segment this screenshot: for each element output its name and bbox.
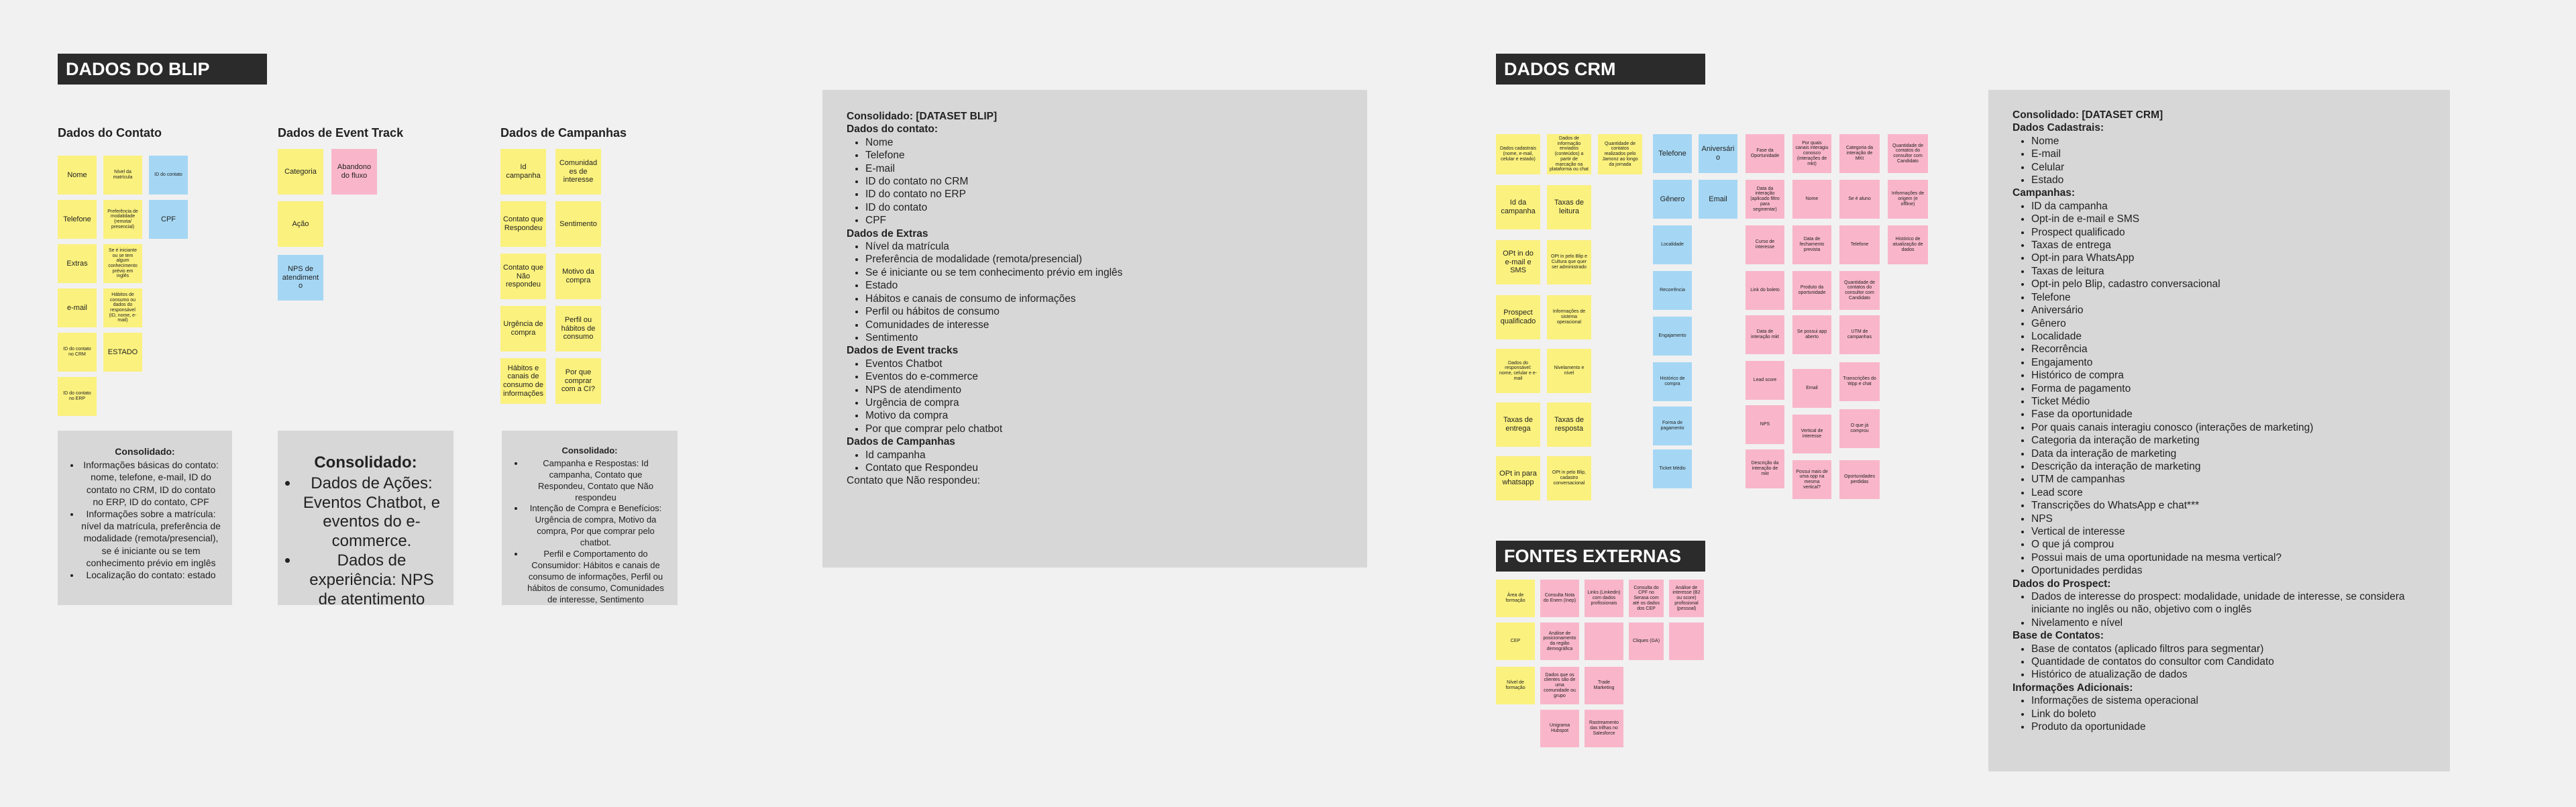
consolidado-item: • Dados de experiência: NPS de atentimento bbox=[299, 551, 444, 609]
crm-title: DADOS CRM bbox=[1496, 54, 1705, 85]
sticky-note[interactable]: ID do contato bbox=[149, 156, 188, 195]
dataset-item: • ID da campanha bbox=[2031, 200, 2426, 213]
sticky-note[interactable]: CEP bbox=[1496, 623, 1535, 660]
sticky-note[interactable]: Consulta Nota do Enem (Inep) bbox=[1540, 580, 1579, 617]
sticky-note[interactable]: Se é aluno bbox=[1839, 180, 1880, 219]
sticky-note[interactable]: Taxas de entrega bbox=[1496, 402, 1540, 447]
sticky-note[interactable]: Extras bbox=[58, 244, 97, 283]
dataset-item: • Opt-in pelo Blip, cadastro conversacional bbox=[2031, 278, 2426, 290]
dataset-item: • Base de contatos (aplicado filtros para segmentar) bbox=[2031, 643, 2426, 655]
dataset-item: • Opt-in de e-mail e SMS bbox=[2031, 213, 2426, 225]
sticky-note[interactable]: Descrição da interação de mkt bbox=[1746, 449, 1784, 488]
dataset-item: • Se é iniciante ou se tem conhecimento prévio em inglês bbox=[865, 266, 1343, 279]
dataset-item: • E-mail bbox=[865, 162, 1343, 175]
sticky-note[interactable]: Data de interação mkt bbox=[1746, 315, 1784, 354]
sticky-note[interactable]: Por que comprar com a CI? bbox=[555, 358, 601, 404]
dataset-item: • Celular bbox=[2031, 161, 2426, 174]
sticky-note[interactable]: CPF bbox=[149, 200, 188, 239]
sticky-note[interactable]: Informações de origem (e offline) bbox=[1888, 180, 1928, 219]
consolidado-contato-panel bbox=[58, 431, 232, 605]
sticky-note[interactable]: OPt in pelo Blip e Cultura que quer ser administrado bbox=[1547, 240, 1591, 284]
dataset-item: • Produto da oportunidade bbox=[2031, 720, 2426, 733]
sticky-note[interactable]: NPS bbox=[1746, 405, 1784, 444]
dataset-section-list bbox=[847, 136, 1343, 227]
sticky-note[interactable]: NPS de atendimento bbox=[278, 255, 323, 301]
sticky-note[interactable]: Id campanha bbox=[500, 149, 546, 195]
sticky-note[interactable]: Links (Linkedin) com dados profissionais bbox=[1585, 580, 1623, 617]
dataset-item: • Contato que Respondeu bbox=[865, 462, 1343, 474]
dataset-item: • Nome bbox=[2031, 135, 2426, 148]
dataset-item: • Prospect qualificado bbox=[2031, 226, 2426, 239]
dataset-item: • Estado bbox=[2031, 174, 2426, 186]
dataset-section-list bbox=[847, 358, 1343, 435]
dataset-item: • UTM de campanhas bbox=[2031, 473, 2426, 486]
sticky-note[interactable]: Nível de formação bbox=[1496, 667, 1535, 704]
sticky-note[interactable]: O que já comprou bbox=[1839, 409, 1880, 448]
dataset-item: • Telefone bbox=[2031, 291, 2426, 304]
sticky-note[interactable]: OPt in do e-mail e SMS bbox=[1496, 240, 1540, 284]
sticky-note[interactable]: Lead score bbox=[1746, 361, 1784, 400]
sticky-note[interactable]: Prospect qualificado bbox=[1496, 295, 1540, 339]
sticky-note[interactable]: Taxas de leitura bbox=[1547, 185, 1591, 229]
sticky-note[interactable]: Email bbox=[1792, 369, 1831, 408]
consolidado-title: Consolidado: bbox=[115, 446, 175, 457]
sticky-note[interactable] bbox=[1669, 623, 1704, 660]
dataset-item: • Taxas de leitura bbox=[2031, 265, 2426, 278]
consolidado-item: • Dados de Ações: Eventos Chatbot, e eventos do e-commerce. bbox=[299, 474, 444, 551]
dataset-section-title: Dados de Extras bbox=[847, 227, 928, 239]
dataset-item: • Urgência de compra bbox=[865, 396, 1343, 409]
dataset-item: • ID do contato no ERP bbox=[865, 188, 1343, 201]
dataset-item: • Sentimento bbox=[865, 331, 1343, 344]
sticky-note[interactable]: Rastreamento das trilhas no Salesforce bbox=[1585, 710, 1623, 747]
sticky-note[interactable]: Email bbox=[1699, 180, 1737, 219]
event-header: Dados de Event Track bbox=[278, 126, 404, 140]
dataset-section-list bbox=[2012, 694, 2426, 733]
dataset-item: • Lead score bbox=[2031, 486, 2426, 499]
dataset-item: • Data da interação de marketing bbox=[2031, 447, 2426, 460]
dataset-item: • Taxas de entrega bbox=[2031, 239, 2426, 252]
sticky-note[interactable]: Id da campanha bbox=[1496, 185, 1540, 229]
sticky-note[interactable]: Comunidades de interesse bbox=[555, 149, 601, 195]
sticky-note[interactable]: Sentimento bbox=[555, 201, 601, 247]
dataset-item: • Link do boleto bbox=[2031, 708, 2426, 720]
dataset-item: • Possui mais de uma oportunidade na mesma vertical? bbox=[2031, 551, 2426, 564]
dataset-item: • Categoria da interação de marketing bbox=[2031, 434, 2426, 447]
sticky-note[interactable]: Oportunidades perdidas bbox=[1839, 460, 1880, 499]
blip-title: DADOS DO BLIP bbox=[58, 54, 267, 85]
dataset-item: • Eventos Chatbot bbox=[865, 358, 1343, 370]
dataset-section-title: Campanhas: bbox=[2012, 187, 2076, 199]
dataset-item: • E-mail bbox=[2031, 148, 2426, 160]
sticky-note[interactable]: Quantidade de contatos do consultor com Candidato bbox=[1839, 271, 1880, 310]
dataset-section-list bbox=[2012, 200, 2426, 578]
sticky-note[interactable]: Telefone bbox=[1653, 134, 1692, 173]
dataset-item: • Localidade bbox=[2031, 330, 2426, 343]
sticky-note[interactable]: ID do contato no CRM bbox=[58, 333, 97, 372]
dataset-item: • Opt-in para WhatsApp bbox=[2031, 252, 2426, 264]
dataset-item: • O que já comprou bbox=[2031, 538, 2426, 551]
dataset-item: • Telefone bbox=[865, 149, 1343, 162]
dataset-section-title: Base de Contatos: bbox=[2012, 630, 2104, 642]
sticky-note[interactable]: Ticket Médio bbox=[1653, 449, 1692, 488]
sticky-note[interactable]: Motivo da compra bbox=[555, 254, 601, 299]
dataset-blip-panel bbox=[822, 90, 1367, 568]
sticky-note[interactable]: UTM de campanhas bbox=[1839, 315, 1880, 354]
dataset-item: • ID do contato bbox=[865, 201, 1343, 214]
dataset-section-list bbox=[2012, 590, 2426, 629]
dataset-title: Consolidado: [DATASET CRM] bbox=[2012, 109, 2163, 121]
sticky-note[interactable]: Perfil ou hábitos de consumo bbox=[555, 306, 601, 352]
dataset-item: • ID do contato no CRM bbox=[865, 175, 1343, 188]
dataset-item: • Estado bbox=[865, 279, 1343, 292]
sticky-note[interactable]: Recorrência bbox=[1653, 271, 1692, 310]
sticky-note[interactable]: Gênero bbox=[1653, 180, 1692, 219]
consolidado-campanhas-panel bbox=[502, 431, 678, 605]
sticky-note[interactable]: Dados cadastrais (nome, e-mail, celular e estado) bbox=[1496, 134, 1540, 174]
sticky-note[interactable]: ESTADO bbox=[103, 333, 142, 372]
dataset-item: • NPS bbox=[2031, 513, 2426, 525]
dataset-section-title: Dados do Prospect: bbox=[2012, 578, 2111, 590]
fontes-title: FONTES EXTERNAS bbox=[1496, 541, 1705, 572]
sticky-note[interactable]: OPt in para whatsapp bbox=[1496, 456, 1540, 500]
dataset-footer: Contato que Não respondeu: bbox=[847, 475, 981, 487]
sticky-note[interactable]: Vertical de interesse bbox=[1792, 415, 1831, 453]
sticky-note[interactable]: Nome bbox=[1792, 180, 1831, 219]
dataset-item: • Id campanha bbox=[865, 449, 1343, 462]
dataset-item: • Motivo da compra bbox=[865, 409, 1343, 422]
dataset-item: • Histórico de compra bbox=[2031, 369, 2426, 382]
dataset-item: • Engajamento bbox=[2031, 356, 2426, 369]
consolidado-item: • Campanha e Respostas: Id campanha, Contato que Respondeu, Contato que Não respondeu bbox=[525, 458, 667, 504]
dataset-item: • Fase da oportunidade bbox=[2031, 408, 2426, 421]
dataset-item: • Comunidades de interesse bbox=[865, 319, 1343, 331]
dataset-item: • CPF bbox=[865, 214, 1343, 227]
consolidado-item: • Informações sobre a matrícula: nível da matrícula, preferência de modalidade (remota/presencial), se é iniciante ou se tem conhecimento prévio em inglês bbox=[80, 508, 221, 569]
sticky-note[interactable]: Quantidade de contatos realizados pelo Jamonz ao longo da jornada bbox=[1598, 134, 1642, 174]
sticky-note[interactable]: Transcrições do Wpp e chat bbox=[1839, 362, 1880, 401]
dataset-item: • Dados de interesse do prospect: modalidade, unidade de interesse, se considera iniciante no inglês ou não, objetivo com o inglês bbox=[2031, 590, 2426, 616]
dataset-item: • Forma de pagamento bbox=[2031, 382, 2426, 395]
consolidado-title: Consolidado: bbox=[561, 445, 618, 455]
sticky-note[interactable]: Cliques (GA) bbox=[1629, 623, 1664, 660]
dataset-item: • Perfil ou hábitos de consumo bbox=[865, 305, 1343, 318]
dataset-crm-panel bbox=[1988, 90, 2450, 771]
dataset-item: • Oportunidades perdidas bbox=[2031, 564, 2426, 577]
dataset-item: • Gênero bbox=[2031, 317, 2426, 330]
sticky-note[interactable]: Consulta do CPF no Serasa com até os dados dos CEP bbox=[1629, 580, 1664, 617]
sticky-note[interactable]: Categoria da interação de MKt bbox=[1839, 134, 1880, 173]
sticky-note[interactable]: Link do boleto bbox=[1746, 271, 1784, 310]
dataset-item: • NPS de atendimento bbox=[865, 384, 1343, 396]
consolidado-item: • Informações básicas do contato: nome, telefone, e-mail, ID do contato no CRM, ID do contato no ERP, ID do contato, CPF bbox=[80, 459, 221, 508]
dataset-item: • Recorrência bbox=[2031, 343, 2426, 356]
dataset-item: • Por quais canais interagiu conosco (interações de marketing) bbox=[2031, 421, 2426, 434]
sticky-note[interactable]: Se possui app aberto bbox=[1792, 315, 1831, 354]
dataset-item: • Hábitos e canais de consumo de informações bbox=[865, 292, 1343, 305]
dataset-item: • Descrição da interação de marketing bbox=[2031, 460, 2426, 473]
sticky-note[interactable]: Quantidade de contatos do consultor com Candidato bbox=[1888, 134, 1928, 173]
dataset-section-title: Dados Cadastrais: bbox=[2012, 122, 2104, 134]
sticky-note[interactable]: Dados do responsável: nome, celular e e-mail bbox=[1496, 349, 1540, 393]
sticky-note[interactable]: Curso de interesse bbox=[1746, 225, 1784, 264]
sticky-note[interactable]: Análise de posicionamento da região demográfica bbox=[1540, 623, 1579, 660]
dataset-item: • Preferência de modalidade (remota/presencial) bbox=[865, 253, 1343, 266]
sticky-note[interactable] bbox=[1585, 623, 1623, 660]
sticky-note[interactable]: Ação bbox=[278, 201, 323, 247]
sticky-note[interactable]: OPt in pelo Blip, cadastro conversacional bbox=[1547, 456, 1591, 500]
consolidado-event-panel bbox=[278, 431, 453, 608]
sticky-note[interactable]: Contato que Não respondeu bbox=[500, 254, 546, 299]
dataset-item: • Histórico de atualização de dados bbox=[2031, 668, 2426, 681]
dataset-title: Consolidado: [DATASET BLIP] bbox=[847, 111, 998, 122]
sticky-note[interactable]: Nivelamento e nível bbox=[1547, 349, 1591, 393]
sticky-note[interactable]: Aniversário bbox=[1699, 134, 1737, 173]
consolidado-item: • Localização do contato: estado bbox=[80, 569, 221, 581]
sticky-note[interactable]: Trade Marketing bbox=[1585, 667, 1623, 704]
sticky-note[interactable]: Possui mais de uma opp na mesma vertical? bbox=[1792, 460, 1831, 499]
dataset-item: • Por que comprar pelo chatbot bbox=[865, 423, 1343, 435]
sticky-note[interactable]: Forma de pagamento bbox=[1653, 407, 1692, 445]
sticky-note[interactable]: Nível da matrícula bbox=[103, 156, 142, 195]
sticky-note[interactable]: Informações de sistema operacional bbox=[1547, 295, 1591, 339]
sticky-note[interactable]: Fase da Oportunidade bbox=[1746, 134, 1784, 173]
dataset-item: • Quantidade de contatos do consultor com Candidato bbox=[2031, 655, 2426, 668]
sticky-note[interactable]: Dados de informação enviados (conteúdos) a partir de marcação na plataforma ou chat bbox=[1547, 134, 1591, 174]
sticky-note[interactable]: Data da interação (aplicado filtro para segmentar) bbox=[1746, 180, 1784, 219]
sticky-note[interactable]: Hábitos e canais de consumo de informações bbox=[500, 358, 546, 404]
consolidado-item: • Intenção de Compra e Benefícios: Urgência de compra, Motivo da compra, Por que comprar pelo chatbot. bbox=[525, 503, 667, 549]
sticky-note[interactable]: e-mail bbox=[58, 288, 97, 327]
dataset-section-list bbox=[2012, 135, 2426, 187]
sticky-note[interactable]: Telefone bbox=[1839, 225, 1880, 264]
sticky-note[interactable]: Hábitos de consumo ou dados do responsável (ID, nome, e-mail) bbox=[103, 288, 142, 327]
sticky-note[interactable]: Urgência de compra bbox=[500, 306, 546, 352]
sticky-note[interactable]: Dados que os clientes são de uma comunidade ou grupo bbox=[1540, 667, 1579, 704]
dataset-item: • Ticket Médio bbox=[2031, 395, 2426, 408]
sticky-note[interactable]: Categoria bbox=[278, 149, 323, 195]
campanhas-header: Dados de Campanhas bbox=[500, 126, 627, 140]
consolidado-title: Consolidado: bbox=[314, 453, 417, 472]
dataset-item: • Informações de sistema operacional bbox=[2031, 694, 2426, 707]
sticky-note[interactable]: Telefone bbox=[58, 200, 97, 239]
sticky-note[interactable]: Análise de interesse (B2 ou score) profissional (pessoal) bbox=[1669, 580, 1704, 617]
dataset-item: • Eventos do e-commerce bbox=[865, 370, 1343, 383]
sticky-note[interactable]: Produto da oportunidade bbox=[1792, 271, 1831, 310]
sticky-note[interactable]: Área de formação bbox=[1496, 580, 1535, 617]
dataset-section-title: Informações Adicionais: bbox=[2012, 682, 2133, 694]
sticky-note[interactable]: ID do contato no ERP bbox=[58, 377, 97, 416]
consolidado-item: • Perfil e Comportamento do Consumidor: Hábitos e canais de consumo de informações, Perfil ou hábitos de consumo, Comunidades de interesse, Sentimento bbox=[525, 549, 667, 605]
dataset-section-list bbox=[847, 240, 1343, 344]
sticky-note[interactable]: Unigrama Hubspot bbox=[1540, 710, 1579, 747]
dataset-item: • Vertical de interesse bbox=[2031, 525, 2426, 538]
sticky-note[interactable]: Abandono do fluxo bbox=[331, 149, 377, 195]
dataset-section-title: Dados do contato: bbox=[847, 123, 938, 136]
sticky-note[interactable]: Se é iniciante ou se tem algum conhecimento prévio em inglês bbox=[103, 244, 142, 283]
sticky-note[interactable]: Nome bbox=[58, 156, 97, 195]
sticky-note[interactable]: Contato que Respondeu bbox=[500, 201, 546, 247]
sticky-note[interactable]: Taxas de resposta bbox=[1547, 402, 1591, 447]
dataset-section-list bbox=[847, 449, 1343, 475]
dataset-item: • Nivelamento e nível bbox=[2031, 616, 2426, 629]
sticky-note[interactable]: Histórico de atualização de dados bbox=[1888, 225, 1928, 264]
sticky-note[interactable]: Por quais canais interagiu conosco (interações de mkt) bbox=[1792, 134, 1831, 173]
contato-header: Dados do Contato bbox=[58, 126, 162, 140]
sticky-note[interactable]: Histórico de compra bbox=[1653, 362, 1692, 401]
dataset-section-title: Dados de Campanhas bbox=[847, 436, 955, 448]
dataset-item: • Aniversário bbox=[2031, 304, 2426, 317]
dataset-section-title: Dados de Event tracks bbox=[847, 345, 959, 357]
dataset-item: • Nome bbox=[865, 136, 1343, 149]
sticky-note[interactable]: Engajamento bbox=[1653, 317, 1692, 356]
sticky-note[interactable]: Preferência de modalidade (remota/ presencial) bbox=[103, 200, 142, 239]
sticky-note[interactable]: Localidade bbox=[1653, 225, 1692, 264]
dataset-section-list bbox=[2012, 643, 2426, 682]
dataset-item: • Nível da matrícula bbox=[865, 240, 1343, 253]
sticky-note[interactable]: Data de fechamento prevista bbox=[1792, 225, 1831, 264]
dataset-item: • Transcrições do WhatsApp e chat*** bbox=[2031, 499, 2426, 512]
